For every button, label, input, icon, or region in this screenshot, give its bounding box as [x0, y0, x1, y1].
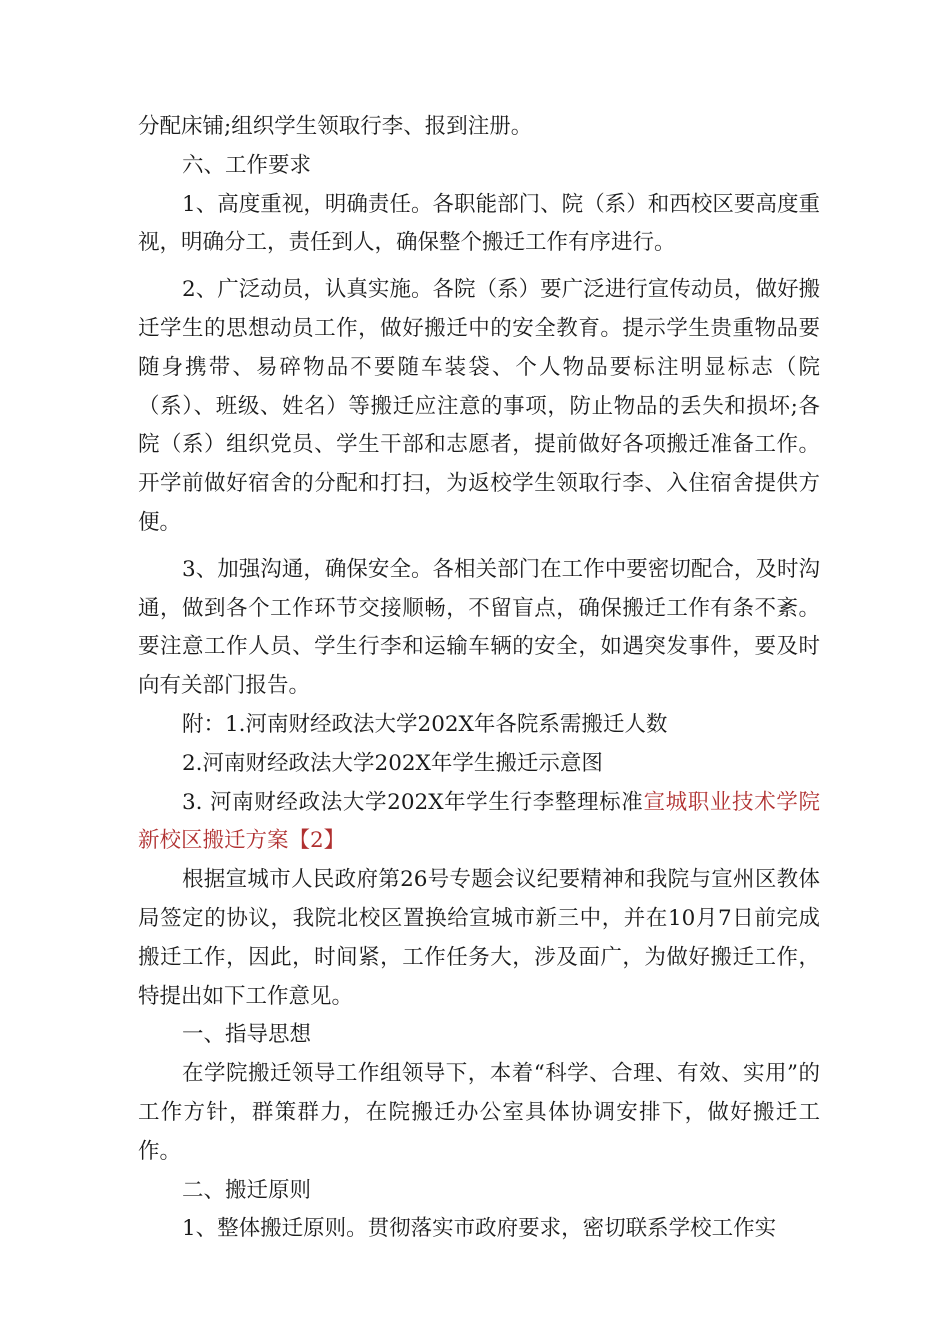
- paragraph-guiding-thought: 在学院搬迁领导工作组领导下，本着“科学、合理、有效、实用”的工作方针，群策群力，在院搬迁办公室具体协调安排下，做好搬迁工作。: [138, 1061, 820, 1164]
- paragraph-intro: 根据宣城市人民政府第26号专题会议纪要精神和我院与宣州区教体局签定的协议，我院北校区置换给宣城市新三中，并在10月7日前完成搬迁工作，因此，时间紧，工作任务大，涉及面广，为做好搬迁工作，特提出如下工作意见。: [138, 867, 820, 1009]
- document-body: [138, 108, 820, 1249]
- section-heading-guiding-thought: 一、指导思想: [182, 1022, 312, 1048]
- attachment-1: 附：1.河南财经政法大学202X年各院系需搬迁人数: [182, 711, 668, 737]
- paragraph-principle-1: 1、整体搬迁原则。贯彻落实市政府要求，密切联系学校工作实: [182, 1216, 777, 1242]
- section-heading-work-requirements: 六、工作要求: [182, 152, 312, 178]
- paragraph-requirement-3: 3、加强沟通，确保安全。各相关部门在工作中要密切配合，及时沟通，做到各个工作环节交接顺畅，不留盲点，确保搬迁工作有条不紊。要注意工作人员、学生行李和运输车辆的安全，如遇突发事件，要及时向有关部门报告。: [138, 556, 820, 699]
- paragraph-requirement-2: 2、广泛动员，认真实施。各院（系）要广泛进行宣传动员，做好搬迁学生的思想动员工作，做好搬迁中的安全教育。提示学生贵重物品要随身携带、易碎物品不要随车装袋、个人物品要标注明显标志（院（系）、班级、姓名）等搬迁应注意的事项，防止物品的丢失和损坏;各院（系）组织党员、学生干部和志愿者，提前做好各项搬迁准备工作。开学前做好宿舍的分配和打扫，为返校学生领取行李、入住宿舍提供方便。: [138, 277, 820, 535]
- attachment-2: 2.河南财经政法大学202X年学生搬迁示意图: [182, 750, 603, 776]
- attachment-3-text: 3. 河南财经政法大学202X年学生行李整理标准: [182, 789, 644, 815]
- document-title-link[interactable]: 宣城职业技术学院新校区搬迁方案【2】: [138, 789, 820, 854]
- paragraph-continuation: 分配床铺;组织学生领取行李、报到注册。: [138, 114, 533, 139]
- paragraph-requirement-1: 1、高度重视，明确责任。各职能部门、院（系）和西校区要高度重视，明确分工，责任到人，确保整个搬迁工作有序进行。: [138, 191, 820, 256]
- attachment-3: [138, 784, 820, 862]
- section-heading-principles: 二、搬迁原则: [182, 1177, 312, 1203]
